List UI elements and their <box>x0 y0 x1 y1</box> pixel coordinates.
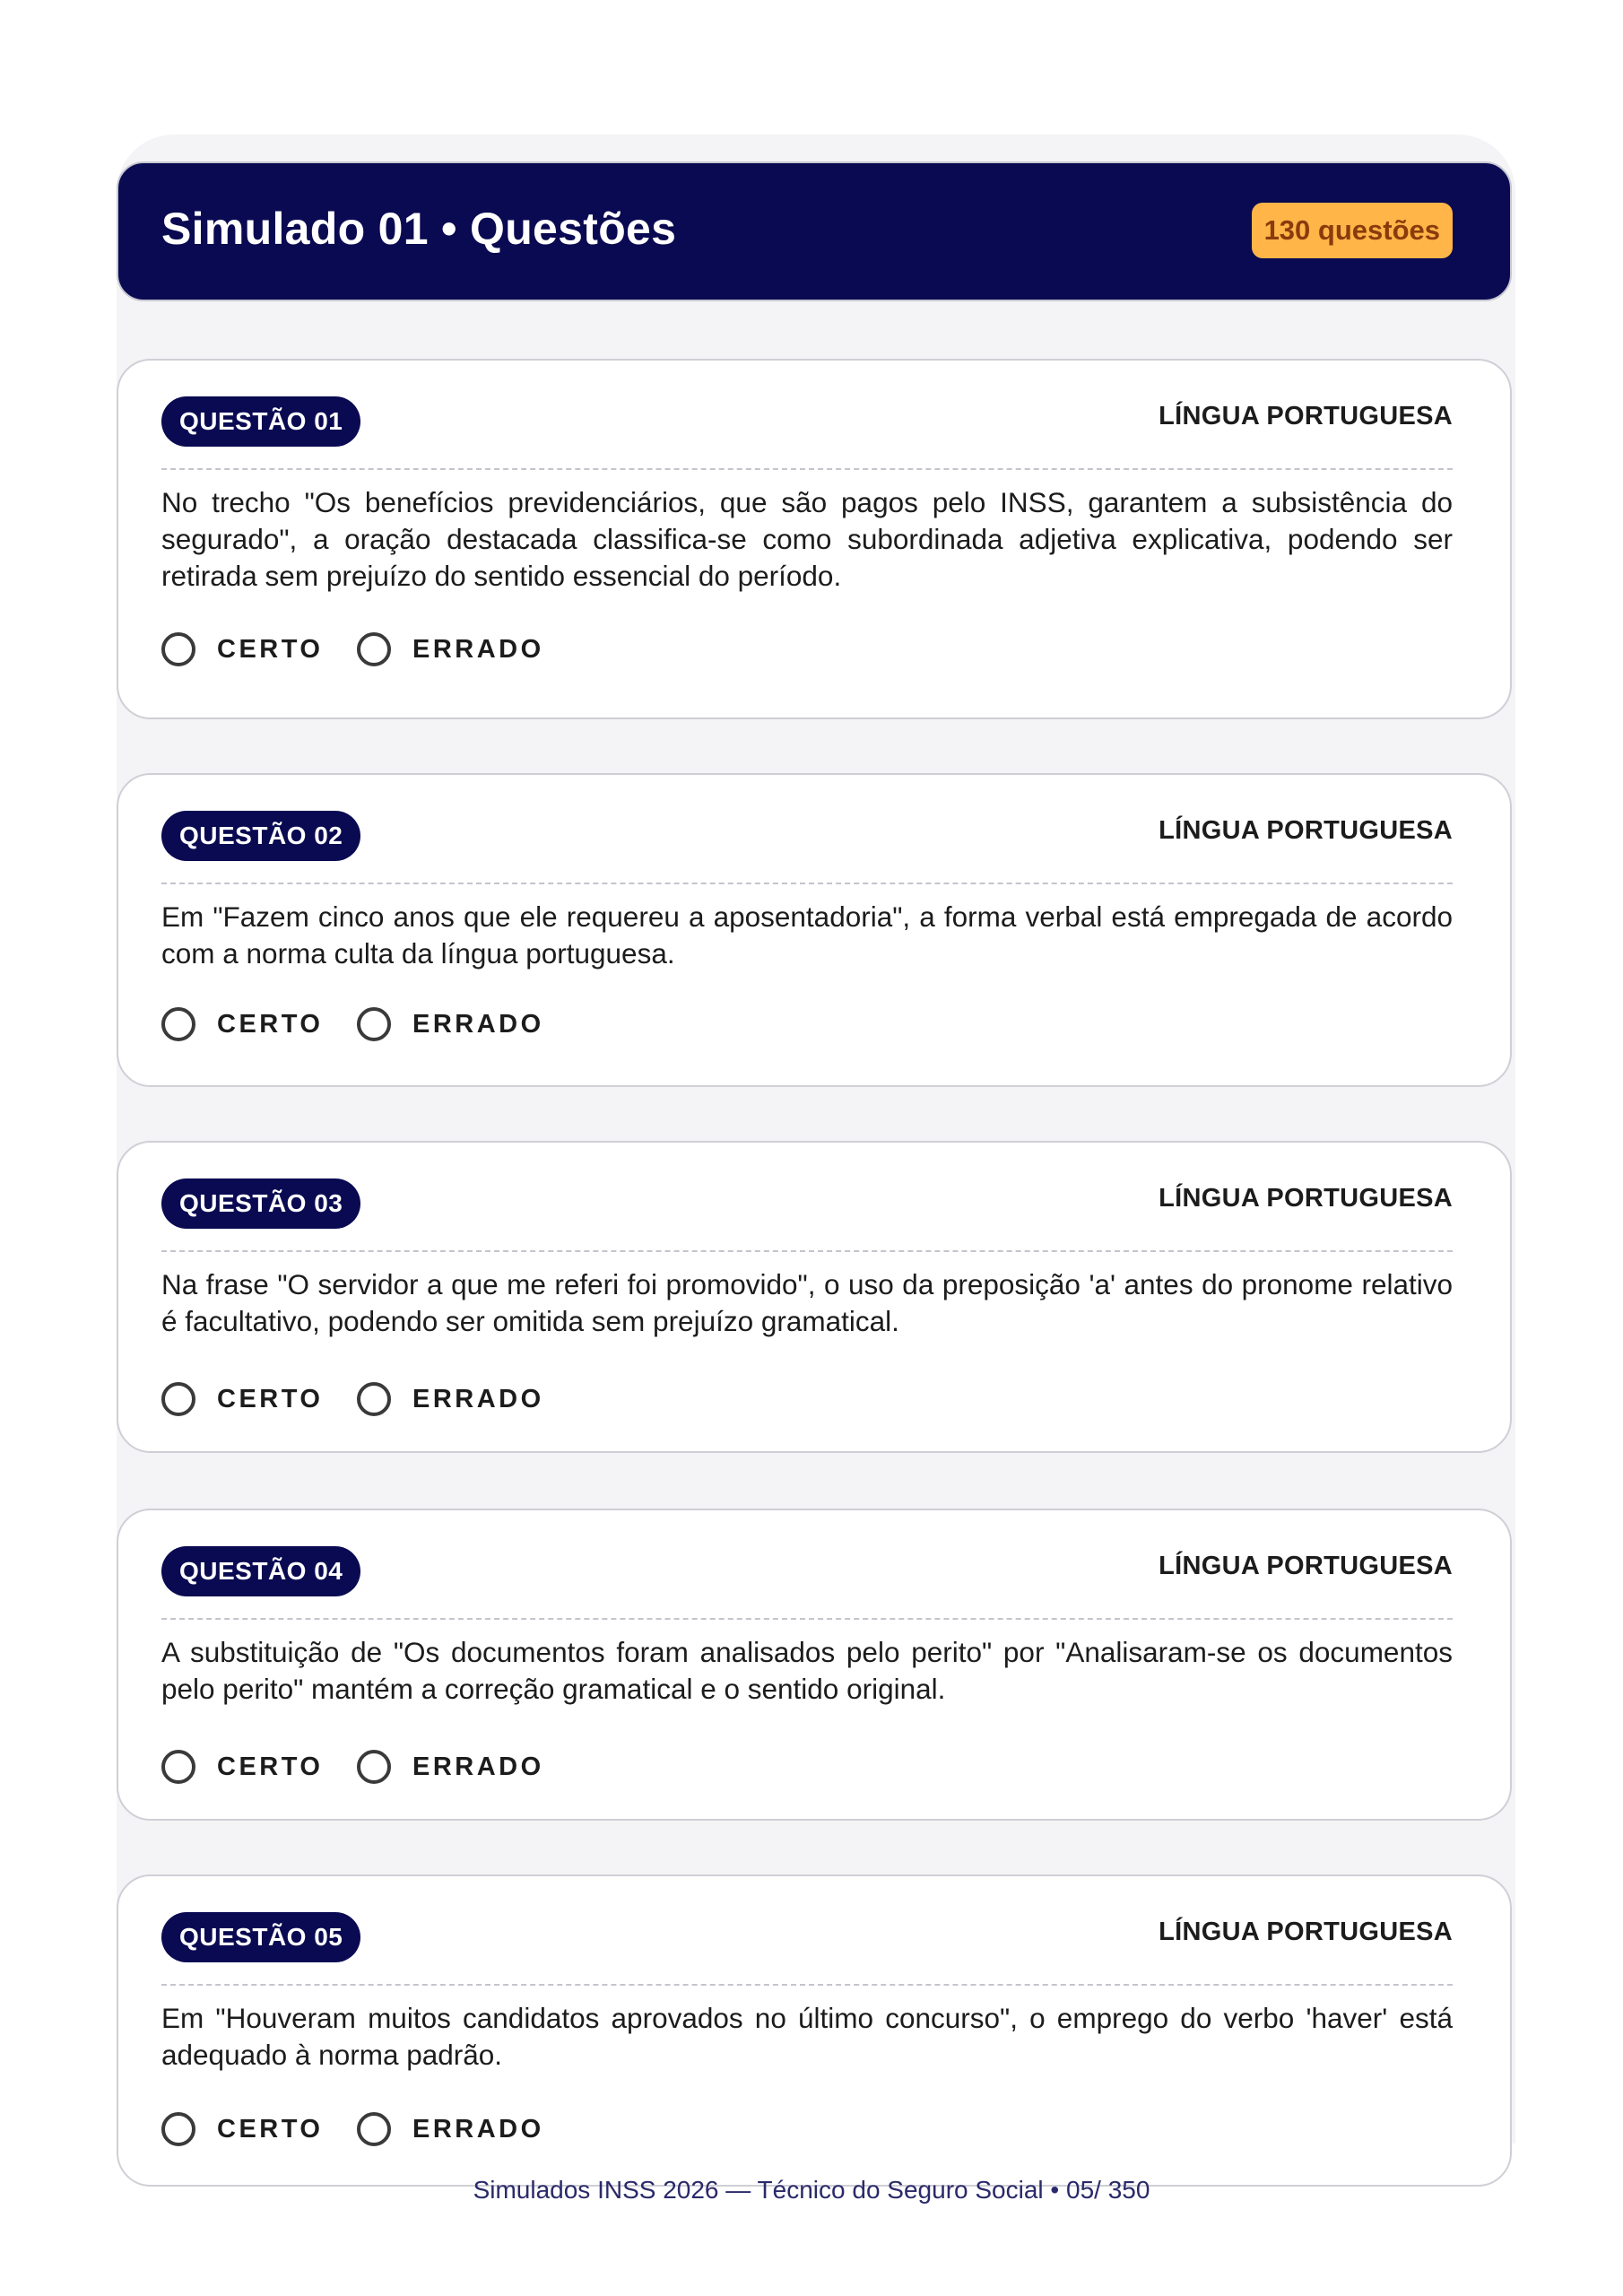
option-label: ERRADO <box>412 2114 544 2144</box>
question-card-03 <box>117 1141 1512 1453</box>
radio-icon[interactable] <box>357 1382 391 1416</box>
divider <box>161 1250 1453 1252</box>
option-errado[interactable] <box>357 630 544 669</box>
radio-icon[interactable] <box>357 632 391 666</box>
page-title: Simulado 01 • Questões <box>161 204 677 254</box>
option-certo[interactable] <box>161 1747 323 1787</box>
option-certo[interactable] <box>161 1004 323 1044</box>
question-number-badge: QUESTÃO 05 <box>161 1912 360 1962</box>
question-subject: LÍNGUA PORTUGUESA <box>1159 402 1453 430</box>
option-errado[interactable] <box>357 1379 544 1419</box>
radio-icon[interactable] <box>161 2112 195 2146</box>
question-statement: A substituição de "Os documentos foram analisados pelo perito" por "Analisaram-se os documentos pelo perito" mantém a correção gramatical e o sentido original. <box>161 1636 1453 1705</box>
option-label: ERRADO <box>412 1384 544 1413</box>
radio-icon[interactable] <box>357 1007 391 1041</box>
option-label: ERRADO <box>412 1009 544 1039</box>
divider <box>161 1984 1453 1986</box>
question-number-badge: QUESTÃO 02 <box>161 811 360 861</box>
page-footer: Simulados INSS 2026 — Técnico do Seguro Social • 05/ 350 <box>473 2176 1150 2204</box>
option-certo[interactable] <box>161 2109 323 2149</box>
question-count-badge: 130 questões <box>1252 203 1453 258</box>
question-subject: LÍNGUA PORTUGUESA <box>1159 1184 1453 1213</box>
option-label: CERTO <box>217 634 324 664</box>
option-certo[interactable] <box>161 1379 323 1419</box>
question-card-01 <box>117 359 1512 719</box>
question-number-badge: QUESTÃO 04 <box>161 1546 360 1596</box>
divider <box>161 468 1453 470</box>
question-statement: Na frase "O servidor a que me referi foi promovido", o uso da preposição 'a' antes do pronome relativo é facultativo, podendo ser omitida sem prejuízo gramatical. <box>161 1268 1453 1337</box>
option-errado[interactable] <box>357 1747 544 1787</box>
option-errado[interactable] <box>357 1004 544 1044</box>
question-card-05 <box>117 1874 1512 2187</box>
question-subject: LÍNGUA PORTUGUESA <box>1159 1552 1453 1580</box>
option-errado[interactable] <box>357 2109 544 2149</box>
option-label: CERTO <box>217 1384 324 1413</box>
question-subject: LÍNGUA PORTUGUESA <box>1159 1918 1453 1946</box>
question-statement: Em "Houveram muitos candidatos aprovados no último concurso", o emprego do verbo 'haver' está adequado à norma padrão. <box>161 2002 1453 2071</box>
option-certo[interactable] <box>161 630 323 669</box>
radio-icon[interactable] <box>161 632 195 666</box>
question-statement: No trecho "Os benefícios previdenciários, que são pagos pelo INSS, garantem a subsistência do segurado", a oração destacada classifica-se como subordinada adjetiva explicativa, podendo ser retirada sem prejuízo do sentido essencial do período. <box>161 486 1453 592</box>
radio-icon[interactable] <box>357 2112 391 2146</box>
question-number-badge: QUESTÃO 03 <box>161 1178 360 1229</box>
radio-icon[interactable] <box>161 1382 195 1416</box>
radio-icon[interactable] <box>161 1750 195 1784</box>
question-statement: Em "Fazem cinco anos que ele requereu a aposentadoria", a forma verbal está empregada de acordo com a norma culta da língua portuguesa. <box>161 900 1453 970</box>
question-card-02 <box>117 773 1512 1087</box>
question-card-04 <box>117 1509 1512 1821</box>
question-subject: LÍNGUA PORTUGUESA <box>1159 816 1453 845</box>
option-label: CERTO <box>217 1009 324 1039</box>
divider <box>161 883 1453 884</box>
option-label: ERRADO <box>412 1752 544 1781</box>
option-label: CERTO <box>217 1752 324 1781</box>
radio-icon[interactable] <box>357 1750 391 1784</box>
option-label: CERTO <box>217 2114 324 2144</box>
radio-icon[interactable] <box>161 1007 195 1041</box>
page-header <box>117 161 1512 301</box>
option-label: ERRADO <box>412 634 544 664</box>
divider <box>161 1618 1453 1620</box>
question-number-badge: QUESTÃO 01 <box>161 396 360 447</box>
